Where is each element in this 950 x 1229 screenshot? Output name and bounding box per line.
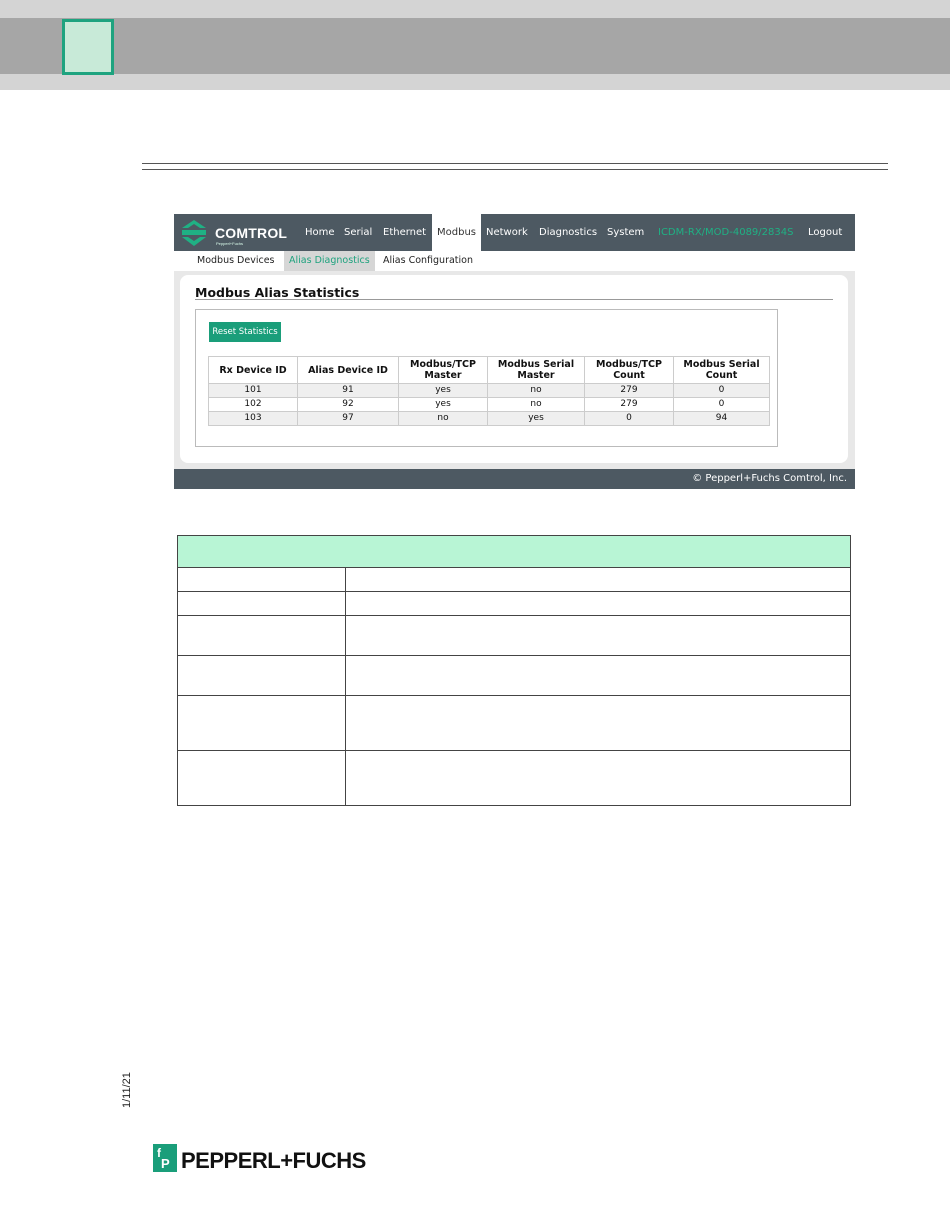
table-cell: 279 — [585, 398, 674, 412]
table-header-cell — [178, 536, 851, 568]
device-name: ICDM-RX/MOD-4089/2834S — [658, 227, 794, 238]
col-header-line1: Rx Device ID — [219, 364, 287, 376]
nav-diagnostics[interactable]: Diagnostics — [539, 227, 598, 238]
nav-network[interactable]: Network — [486, 227, 528, 238]
statistics-box — [195, 309, 778, 447]
top-nav — [174, 214, 855, 251]
nav-system[interactable]: System — [607, 227, 645, 238]
table-cell: yes — [399, 398, 488, 412]
section-rule — [142, 163, 888, 164]
table-cell: 0 — [585, 412, 674, 426]
table-row — [209, 398, 770, 412]
subnav-alias-configuration[interactable]: Alias Configuration — [383, 255, 473, 266]
table-cell — [346, 751, 851, 806]
col-header — [209, 357, 298, 384]
table-cell — [178, 568, 346, 592]
table-cell: 102 — [209, 398, 298, 412]
table-cell: 92 — [298, 398, 399, 412]
table-cell: 0 — [674, 384, 770, 398]
page-header-band — [0, 18, 950, 74]
nav-ethernet[interactable]: Ethernet — [383, 227, 427, 238]
col-header-line2: Master — [424, 370, 462, 381]
logo-text: COMTROL — [215, 225, 288, 241]
table-row — [178, 568, 851, 592]
table-cell: no — [488, 384, 585, 398]
sub-nav — [174, 251, 855, 271]
table-cell — [346, 568, 851, 592]
col-header — [488, 357, 585, 384]
col-header-line1: Modbus/TCP — [410, 359, 476, 370]
document-date: 1/11/21 — [121, 1072, 133, 1108]
footer-bar — [174, 469, 855, 489]
table-cell: 94 — [674, 412, 770, 426]
table-cell: yes — [399, 384, 488, 398]
web-ui-screenshot — [174, 214, 855, 489]
pf-logo-icon — [153, 1144, 177, 1172]
table-cell: 97 — [298, 412, 399, 426]
table-row — [209, 384, 770, 398]
content-panel — [180, 275, 848, 463]
svg-text:f: f — [157, 1146, 161, 1160]
col-header-line2: Master — [517, 370, 555, 381]
table-row — [178, 616, 851, 656]
col-header-line2: Count — [613, 370, 645, 381]
table-cell: 91 — [298, 384, 399, 398]
table-row — [178, 751, 851, 806]
header-top-strip — [0, 0, 950, 18]
col-header-line1: Modbus Serial — [497, 359, 575, 370]
table-cell: 0 — [674, 398, 770, 412]
col-header — [585, 357, 674, 384]
table-cell — [346, 592, 851, 616]
chapter-marker — [62, 19, 114, 75]
subnav-modbus-devices[interactable]: Modbus Devices — [197, 255, 275, 266]
table-cell: 101 — [209, 384, 298, 398]
description-table — [177, 535, 851, 806]
pepperl-fuchs-logo — [153, 1144, 393, 1174]
table-cell — [346, 656, 851, 696]
col-header — [298, 357, 399, 384]
svg-text:P: P — [161, 1156, 170, 1171]
col-header-line1: Alias Device ID — [308, 364, 388, 376]
table-cell — [178, 592, 346, 616]
table-header-row — [178, 536, 851, 568]
header-under-strip — [0, 74, 950, 90]
logout-link[interactable]: Logout — [808, 227, 843, 238]
panel-title-rule — [195, 299, 833, 300]
table-cell — [346, 696, 851, 751]
table-cell — [178, 696, 346, 751]
table-cell — [178, 751, 346, 806]
copyright-text: © Pepperl+Fuchs Comtrol, Inc. — [692, 473, 847, 484]
table-cell: 279 — [585, 384, 674, 398]
table-cell: no — [399, 412, 488, 426]
panel-title: Modbus Alias Statistics — [195, 285, 360, 300]
logo-subtext: Pepperl+Fuchs — [216, 241, 244, 246]
table-header-row — [209, 357, 770, 384]
table-cell — [178, 616, 346, 656]
nav-serial[interactable]: Serial — [344, 227, 373, 238]
section-rule — [142, 169, 888, 170]
nav-modbus[interactable]: Modbus — [432, 214, 481, 251]
col-header — [399, 357, 488, 384]
col-header — [674, 357, 770, 384]
table-cell: no — [488, 398, 585, 412]
alias-statistics-table — [208, 356, 770, 426]
table-cell: yes — [488, 412, 585, 426]
subnav-alias-diagnostics[interactable]: Alias Diagnostics — [284, 251, 375, 271]
col-header-line1: Modbus Serial — [683, 359, 760, 370]
table-row — [209, 412, 770, 426]
comtrol-logo-icon — [180, 219, 208, 247]
table-row — [178, 696, 851, 751]
col-header-line2: Count — [705, 370, 738, 381]
brand-name: PEPPERL+FUCHS — [181, 1148, 366, 1173]
table-cell: 103 — [209, 412, 298, 426]
table-cell — [178, 656, 346, 696]
table-cell — [346, 616, 851, 656]
col-header-line1: Modbus/TCP — [596, 359, 662, 370]
table-row — [178, 592, 851, 616]
comtrol-logo[interactable] — [180, 219, 290, 247]
nav-home[interactable]: Home — [305, 227, 335, 238]
table-row — [178, 656, 851, 696]
reset-statistics-button[interactable]: Reset Statistics — [209, 322, 281, 342]
